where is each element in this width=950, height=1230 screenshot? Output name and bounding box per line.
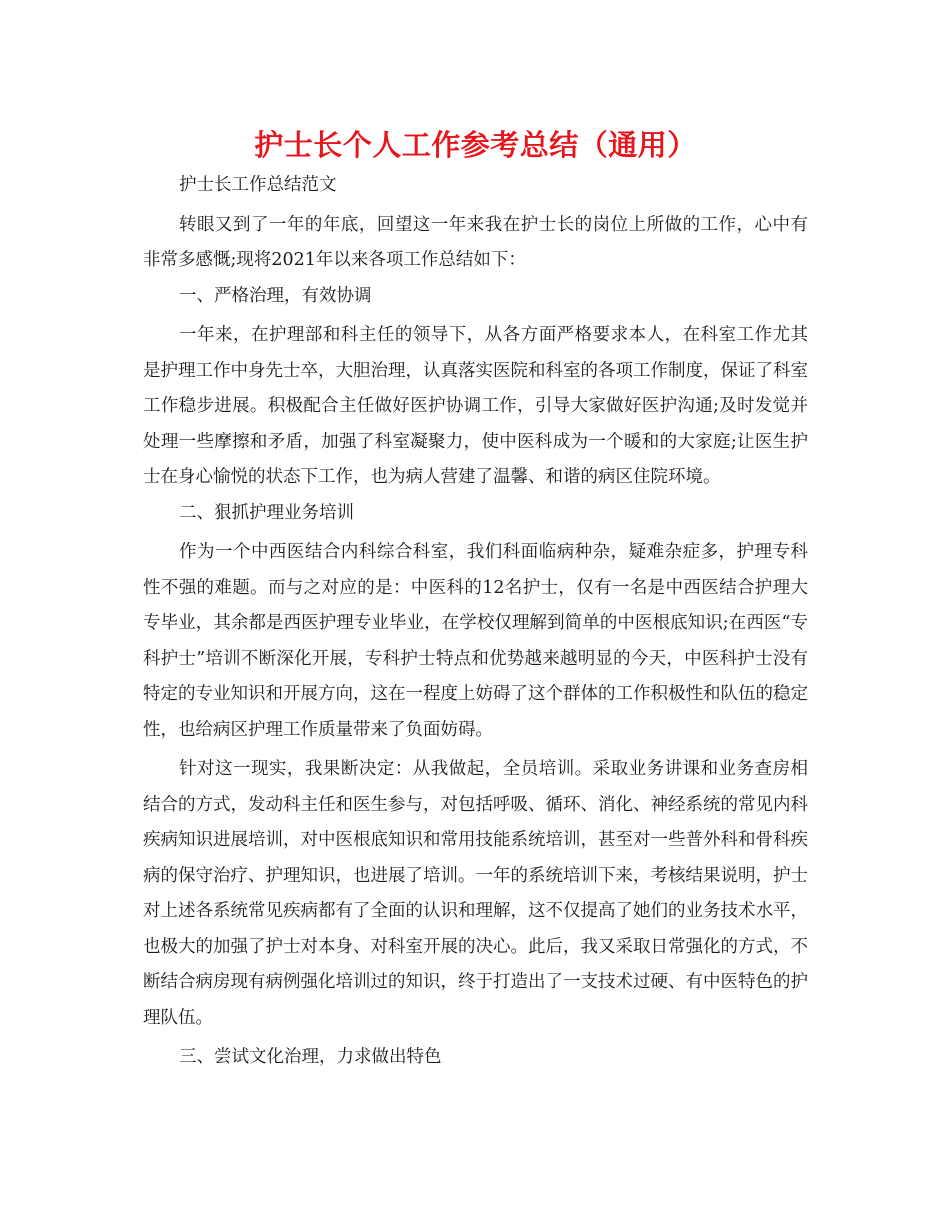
section-2-heading: 二、狠抓护理业务培训 [179, 502, 354, 523]
document-subtitle: 护士长工作总结范文 [179, 175, 337, 195]
section-2-paragraph-1: 作为一个中西医结合内科综合科室，我们科面临病种杂，疑难杂症多，护理专科性不强的难题。而与之对应的是：中医科的12名护士，仅有一名是中西医结合护理大专毕业，其余都是西医护理专业毕业，在学校仅理解到简单的中医根底知识;在西医“专科护士”培训不断深化开展，专科护士特点和优势越来越明显的今天，中医科护士没有特定的专业知识和开展方向，这在一程度上妨碍了这个群体的工作积极性和队伍的稳定性，也给病区护理工作质量带来了负面妨碍。 [143, 542, 808, 740]
section-1-paragraph: 一年来，在护理部和科主任的领导下，从各方面严格要求本人，在科室工作尤其是护理工作中身先士卒，大胆治理，认真落实医院和科室的各项工作制度，保证了科室工作稳步进展。积极配合主任做好医护协调工作，引导大家做好医护沟通;及时发觉并处理一些摩擦和矛盾，加强了科室凝聚力，使中医科成为一个暖和的大家庭;让医生护士在身心愉悦的状态下工作，也为病人营建了温馨、和谐的病区住院环境。 [143, 325, 808, 487]
intro-paragraph: 转眼又到了一年的年底，回望这一年来我在护士长的岗位上所做的工作，心中有非常多感慨;现将2021年以来各项工作总结如下： [143, 214, 808, 270]
document-page [143, 122, 808, 1076]
section-3-heading: 三、尝试文化治理，力求做出特色 [179, 1047, 442, 1067]
document-title: 护士长个人工作参考总结（通用） [254, 128, 697, 162]
section-2-paragraph-2: 针对这一现实，我果断决定：从我做起，全员培训。采取业务讲课和业务查房相结合的方式，发动科主任和医生参与，对包括呼吸、循环、消化、神经系统的常见内科疾病知识进展培训，对中医根底知识和常用技能系统培训，甚至对一些普外科和骨科疾病的保守治疗、护理知识，也进展了培训。一年的系统培训下来，考核结果说明，护士对上述各系统常见疾病都有了全面的认识和理解，这不仅提高了她们的业务技术水平，也极大的加强了护士对本身、对科室开展的决心。此后，我又采取日常强化的方式，不断结合病房现有病例强化培训过的知识，终于打造出了一支技术过硬、有中医特色的护理队伍。 [143, 759, 808, 1028]
section-1-heading: 一、严格治理，有效协调 [179, 285, 372, 306]
